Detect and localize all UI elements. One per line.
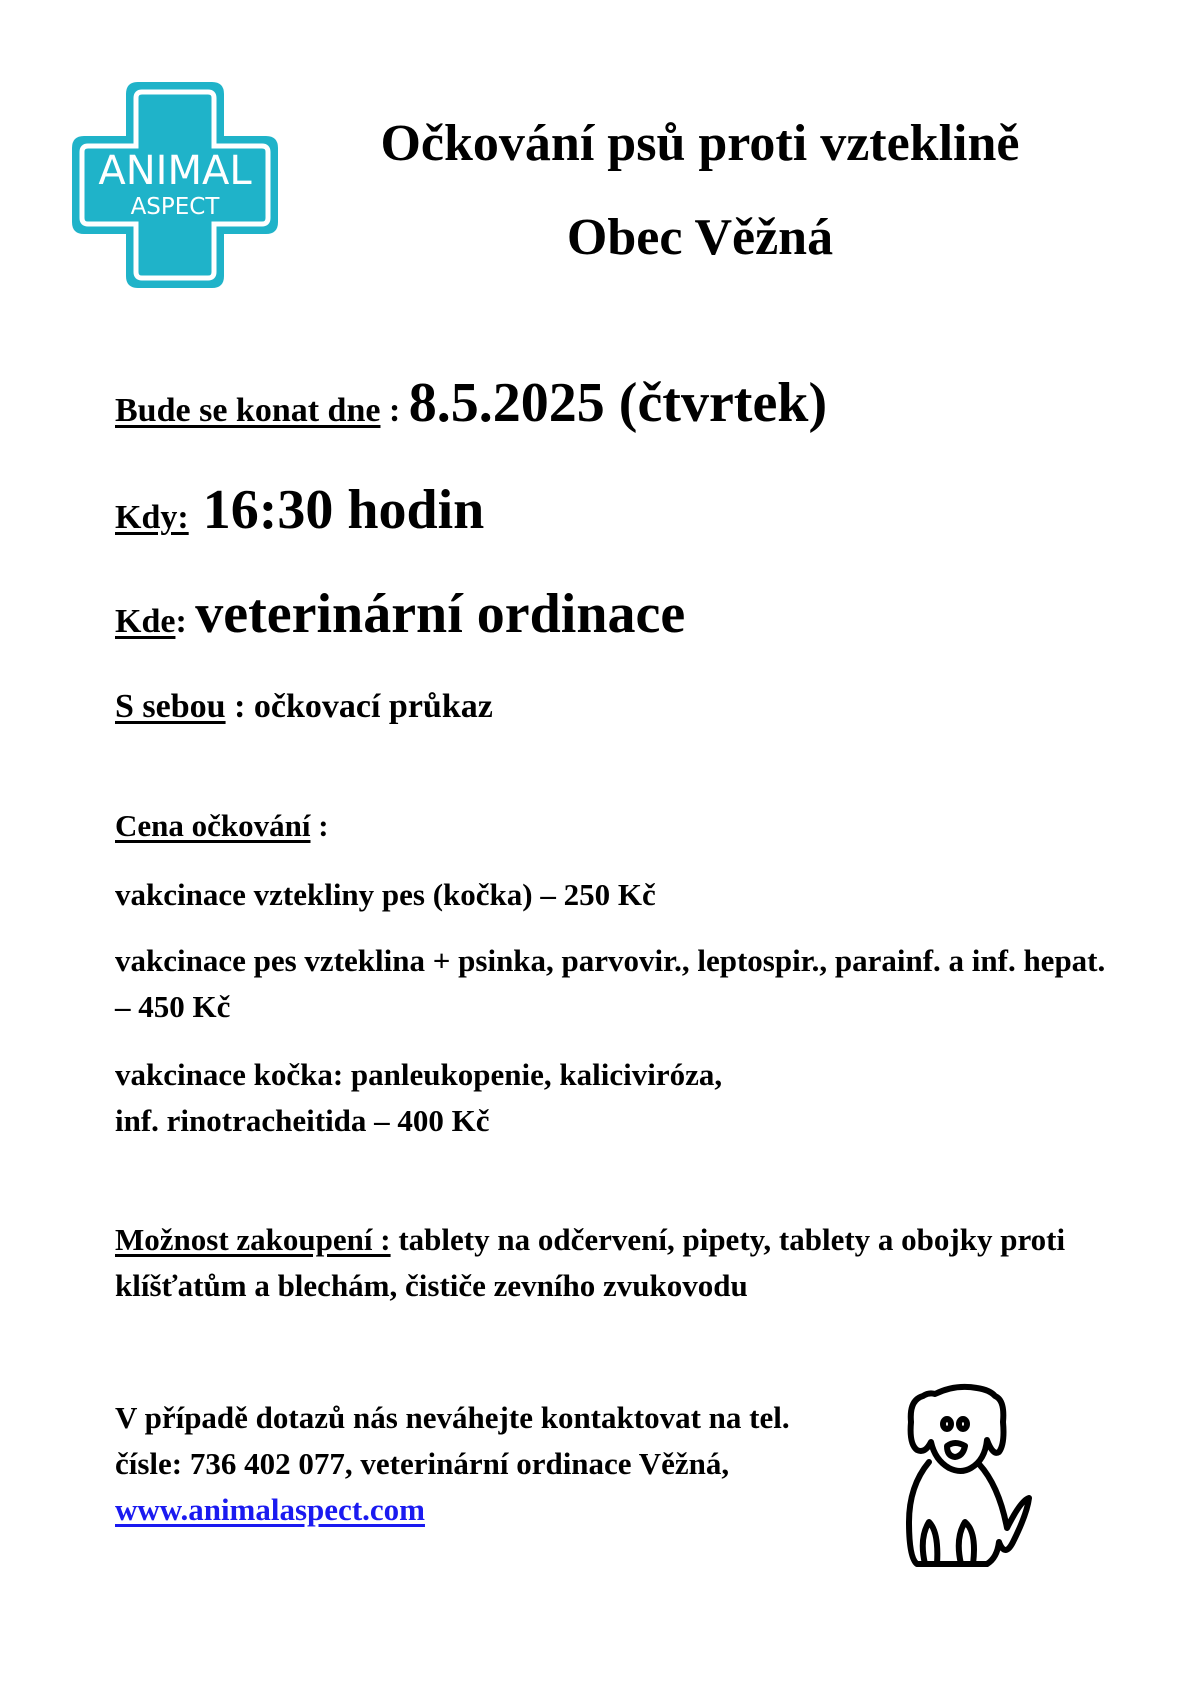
pricing-heading — [115, 810, 329, 841]
place-label: Kde — [115, 603, 176, 640]
price-item-line: vakcinace kočka: panleukopenie, kaliciviróza, — [115, 1057, 723, 1092]
bring-label: S sebou — [115, 688, 226, 725]
event-time-row — [115, 479, 485, 541]
price-item: vakcinace vztekliny pes (kočka) – 250 Kč — [115, 877, 656, 912]
date-value: 8.5.2025 (čtvrtek) — [408, 372, 828, 434]
purchase-label: Možnost zakoupení : — [115, 1222, 391, 1257]
price-item — [115, 1052, 1115, 1144]
price-item-line: inf. rinotracheitida – 400 Kč — [115, 1103, 490, 1138]
medical-cross-icon — [68, 78, 282, 292]
dog-icon — [895, 1382, 1050, 1572]
pricing-heading-label: Cena očkování — [115, 808, 311, 843]
date-separator: : — [380, 392, 409, 429]
contact-line: V případě dotazů nás neváhejte kontaktovat na tel. — [115, 1400, 790, 1435]
svg-text:ANIMAL: ANIMAL — [98, 148, 252, 194]
page-subtitle: Obec Věžná — [566, 209, 834, 266]
purchase-text: tablety na odčervení, pipety, tablety a obojky proti klíšťatům a blechám, čističe zevního zvukovodu — [115, 1222, 1066, 1303]
dog-illustration — [895, 1382, 1050, 1572]
price-item: vakcinace pes vzteklina + psinka, parvovir., leptospir., parainf. a inf. hepat. – 450 Kč — [115, 943, 1106, 1024]
svg-text:ASPECT: ASPECT — [130, 194, 220, 220]
website-link[interactable]: www.animalaspect.com — [115, 1492, 425, 1527]
bring-value: : očkovací průkaz — [225, 688, 493, 725]
page-title: Očkování psů proti vzteklině — [380, 115, 1020, 172]
time-label: Kdy: — [115, 499, 189, 536]
contact-phone-line: čísle: 736 402 077, veterinární ordinace Věžná, — [115, 1446, 730, 1481]
bring-row — [115, 690, 493, 724]
time-value: 16:30 hodin — [188, 479, 485, 541]
place-value: veterinární ordinace — [195, 583, 686, 645]
contact-info — [115, 1395, 915, 1533]
date-label: Bude se konat dne — [115, 392, 381, 429]
animal-aspect-logo — [68, 78, 282, 292]
place-separator: : — [175, 603, 196, 640]
event-date-row — [115, 372, 828, 434]
pricing-heading-colon: : — [310, 808, 329, 843]
event-place-row — [115, 583, 686, 645]
purchase-options — [115, 1217, 1115, 1309]
